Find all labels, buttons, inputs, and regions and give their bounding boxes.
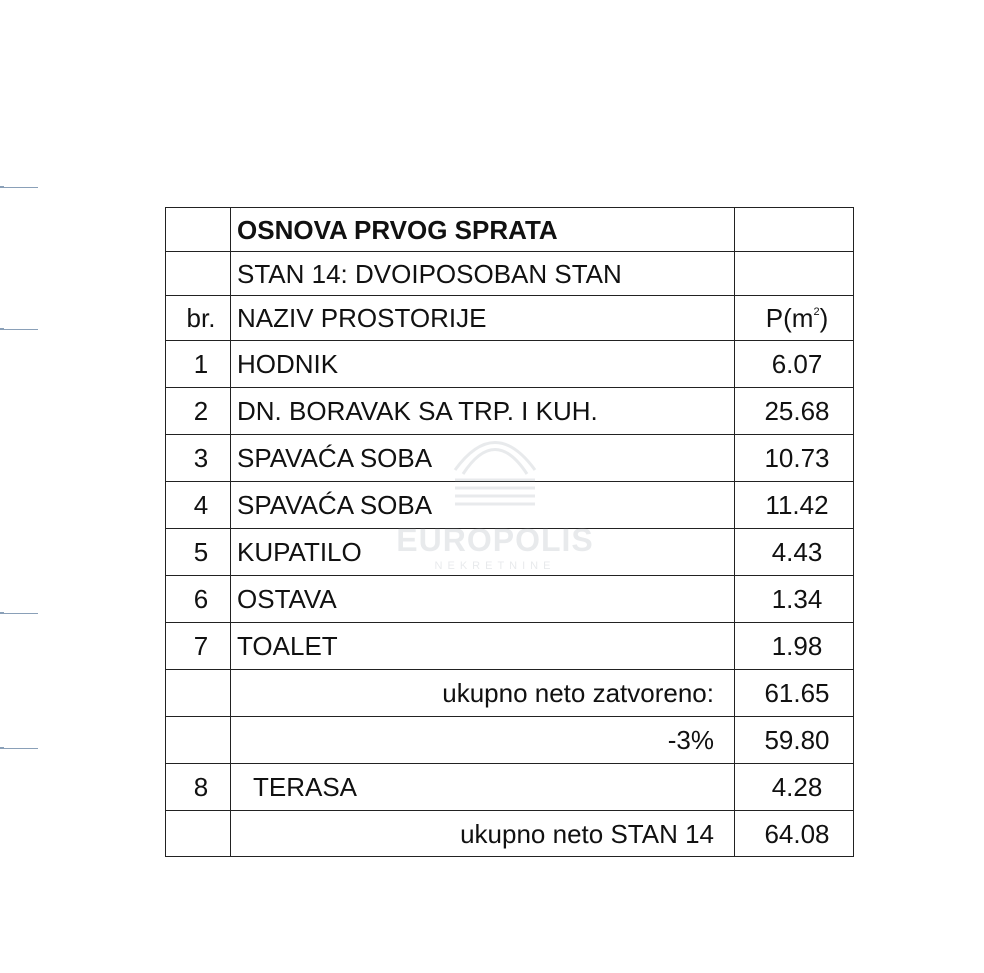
room-area: 4.43	[735, 529, 854, 576]
header-row	[166, 296, 854, 341]
room-name: TERASA	[231, 764, 735, 811]
room-number: 7	[166, 623, 231, 670]
empty-cell	[166, 252, 231, 296]
total-row	[166, 811, 854, 857]
room-area: 1.98	[735, 623, 854, 670]
plan-title: OSNOVA PRVOG SPRATA	[231, 208, 735, 252]
table-row	[166, 576, 854, 623]
room-number: 4	[166, 482, 231, 529]
table-row	[166, 482, 854, 529]
area-unit-superscript: 2	[813, 306, 820, 318]
room-name: SPAVAĆA SOBA	[231, 435, 735, 482]
room-area: 25.68	[735, 388, 854, 435]
room-area: 4.28	[735, 764, 854, 811]
room-name: TOALET	[231, 623, 735, 670]
table-row	[166, 388, 854, 435]
reduction-value: 59.80	[735, 717, 854, 764]
column-header-number: br.	[166, 296, 231, 341]
apartment-title: STAN 14: DVOIPOSOBAN STAN	[231, 252, 735, 296]
room-number: 2	[166, 388, 231, 435]
table-row	[166, 341, 854, 388]
room-area: 11.42	[735, 482, 854, 529]
room-name: KUPATILO	[231, 529, 735, 576]
empty-cell	[735, 208, 854, 252]
room-number: 5	[166, 529, 231, 576]
empty-cell	[166, 717, 231, 764]
reduction-label: -3%	[231, 717, 735, 764]
table-row	[166, 623, 854, 670]
room-area-table	[165, 207, 854, 857]
empty-cell	[166, 811, 231, 857]
watermark-brand: EUROPOLIS	[396, 522, 594, 558]
margin-tick	[0, 613, 38, 614]
room-name: SPAVAĆA SOBA	[231, 482, 735, 529]
subtotal-row	[166, 670, 854, 717]
empty-cell	[166, 208, 231, 252]
room-number: 6	[166, 576, 231, 623]
margin-tick	[0, 329, 38, 330]
room-number: 3	[166, 435, 231, 482]
terrace-row	[166, 764, 854, 811]
room-number: 8	[166, 764, 231, 811]
room-name: HODNIK	[231, 341, 735, 388]
room-name: OSTAVA	[231, 576, 735, 623]
table-row	[166, 435, 854, 482]
margin-tick	[0, 187, 38, 188]
column-header-area	[735, 296, 854, 341]
empty-cell	[735, 252, 854, 296]
subtotal-label: ukupno neto zatvoreno:	[231, 670, 735, 717]
total-value: 64.08	[735, 811, 854, 857]
total-label: ukupno neto STAN 14	[231, 811, 735, 857]
title-row	[166, 208, 854, 252]
room-number: 1	[166, 341, 231, 388]
room-name: DN. BORAVAK SA TRP. I KUH.	[231, 388, 735, 435]
area-unit-suffix: )	[819, 303, 829, 333]
table-row	[166, 529, 854, 576]
room-area: 6.07	[735, 341, 854, 388]
subtitle-row	[166, 252, 854, 296]
area-unit-prefix: P(m	[765, 303, 814, 333]
watermark-tagline: NEKRETNINE	[434, 560, 556, 572]
room-area: 1.34	[735, 576, 854, 623]
room-area: 10.73	[735, 435, 854, 482]
column-header-name: NAZIV PROSTORIJE	[231, 296, 735, 341]
margin-tick	[0, 748, 38, 749]
subtotal-value: 61.65	[735, 670, 854, 717]
reduction-row	[166, 717, 854, 764]
empty-cell	[166, 670, 231, 717]
